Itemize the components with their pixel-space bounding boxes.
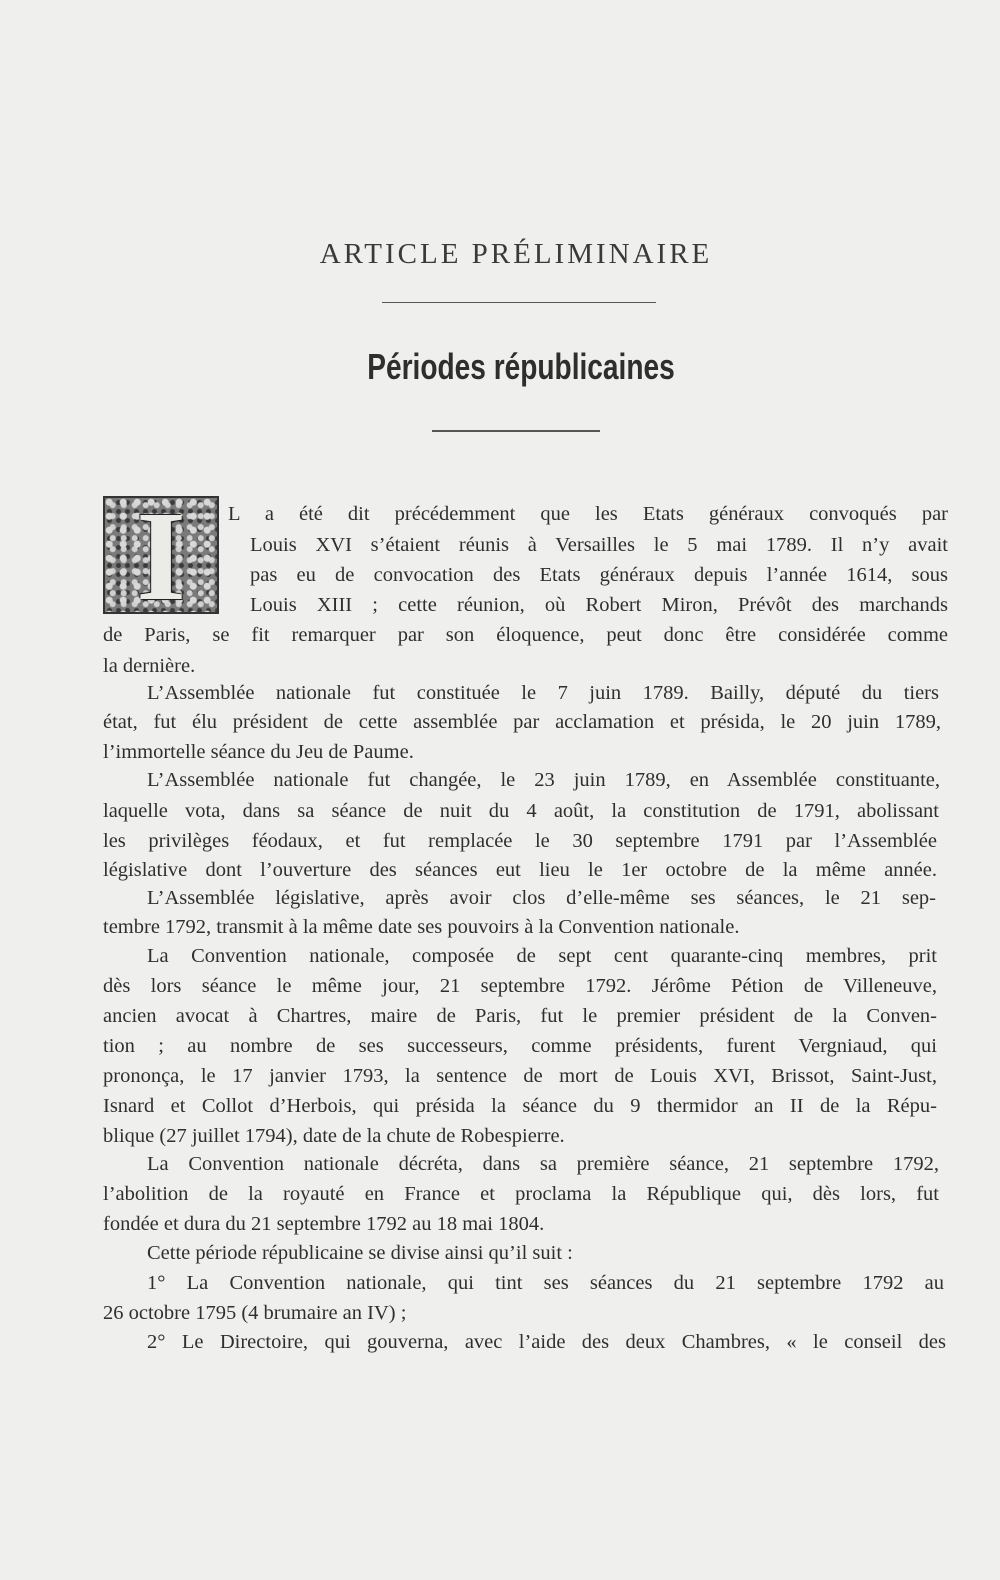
text-line: blique (27 juillet 1794), date de la chute de Robespierre. xyxy=(103,1125,565,1147)
text-line: L’Assemblée nationale fut constituée le 7 juin 1789. Bailly, député du tiers xyxy=(147,682,939,704)
text-line: pas eu de convocation des Etats généraux depuis l’année 1614, sous xyxy=(250,564,948,586)
text-line: état, fut élu président de cette assemblée par acclamation et présida, le 20 juin 1789, xyxy=(103,711,941,733)
text-line: Cette période républicaine se divise ainsi qu’il suit : xyxy=(147,1242,573,1264)
text-line: législative dont l’ouverture des séances eut lieu le 1er octobre de la même année. xyxy=(103,859,937,881)
section-title: Périodes républicaines xyxy=(367,346,675,387)
text-line: dès lors séance le même jour, 21 septembre 1792. Jérôme Pétion de Villeneuve, xyxy=(103,975,937,997)
text-line: prononça, le 17 janvier 1793, la sentence de mort de Louis XVI, Brissot, Saint-Just, xyxy=(103,1065,937,1087)
drop-cap-letter: I xyxy=(136,496,186,614)
text-line: 26 octobre 1795 (4 brumaire an IV) ; xyxy=(103,1302,407,1324)
article-heading: ARTICLE PRÉLIMINAIRE xyxy=(319,238,713,270)
text-line: les privilèges féodaux, et fut remplacée le 30 septembre 1791 par l’Assemblée xyxy=(103,830,937,852)
text-line: 2° Le Directoire, qui gouverna, avec l’aide des deux Chambres, « le conseil des xyxy=(147,1331,946,1353)
text-line: de Paris, se fit remarquer par son éloquence, peut donc être considérée comme xyxy=(103,624,948,646)
text-line: la dernière. xyxy=(103,655,196,677)
text-line: tion ; au nombre de ses successeurs, comme présidents, furent Vergniaud, qui xyxy=(103,1035,937,1057)
text-line: laquelle vota, dans sa séance de nuit du 4 août, la constitution de 1791, abolissant xyxy=(103,800,939,822)
text-line: ancien avocat à Chartres, maire de Paris, fut le premier président de la Conven- xyxy=(103,1005,937,1027)
text-line: l’abolition de la royauté en France et proclama la République qui, dès lors, fut xyxy=(103,1183,939,1205)
text-line: tembre 1792, transmit à la même date ses pouvoirs à la Convention nationale. xyxy=(103,916,740,938)
text-line: 1° La Convention nationale, qui tint ses séances du 21 septembre 1792 au xyxy=(147,1272,944,1294)
text-line: L a été dit précédemment que les Etats généraux convoqués par xyxy=(228,503,948,525)
text-line: La Convention nationale décréta, dans sa première séance, 21 septembre 1792, xyxy=(147,1153,939,1175)
text-line: Louis XIII ; cette réunion, où Robert Miron, Prévôt des marchands xyxy=(250,594,948,616)
text-line: Louis XVI s’étaient réunis à Versailles le 5 mai 1789. Il n’y avait xyxy=(250,534,948,556)
text-line: L’Assemblée nationale fut changée, le 23 juin 1789, en Assemblée constituante, xyxy=(147,769,940,791)
text-line: fondée et dura du 21 septembre 1792 au 18 mai 1804. xyxy=(103,1213,545,1235)
text-line: Isnard et Collot d’Herbois, qui présida la séance du 9 thermidor an II de la Répu- xyxy=(103,1095,937,1117)
text-line: l’immortelle séance du Jeu de Paume. xyxy=(103,741,414,763)
text-line: La Convention nationale, composée de sept cent quarante-cinq membres, prit xyxy=(147,945,937,967)
text-line: L’Assemblée législative, après avoir clos d’elle-même ses séances, le 21 sep- xyxy=(147,887,936,909)
